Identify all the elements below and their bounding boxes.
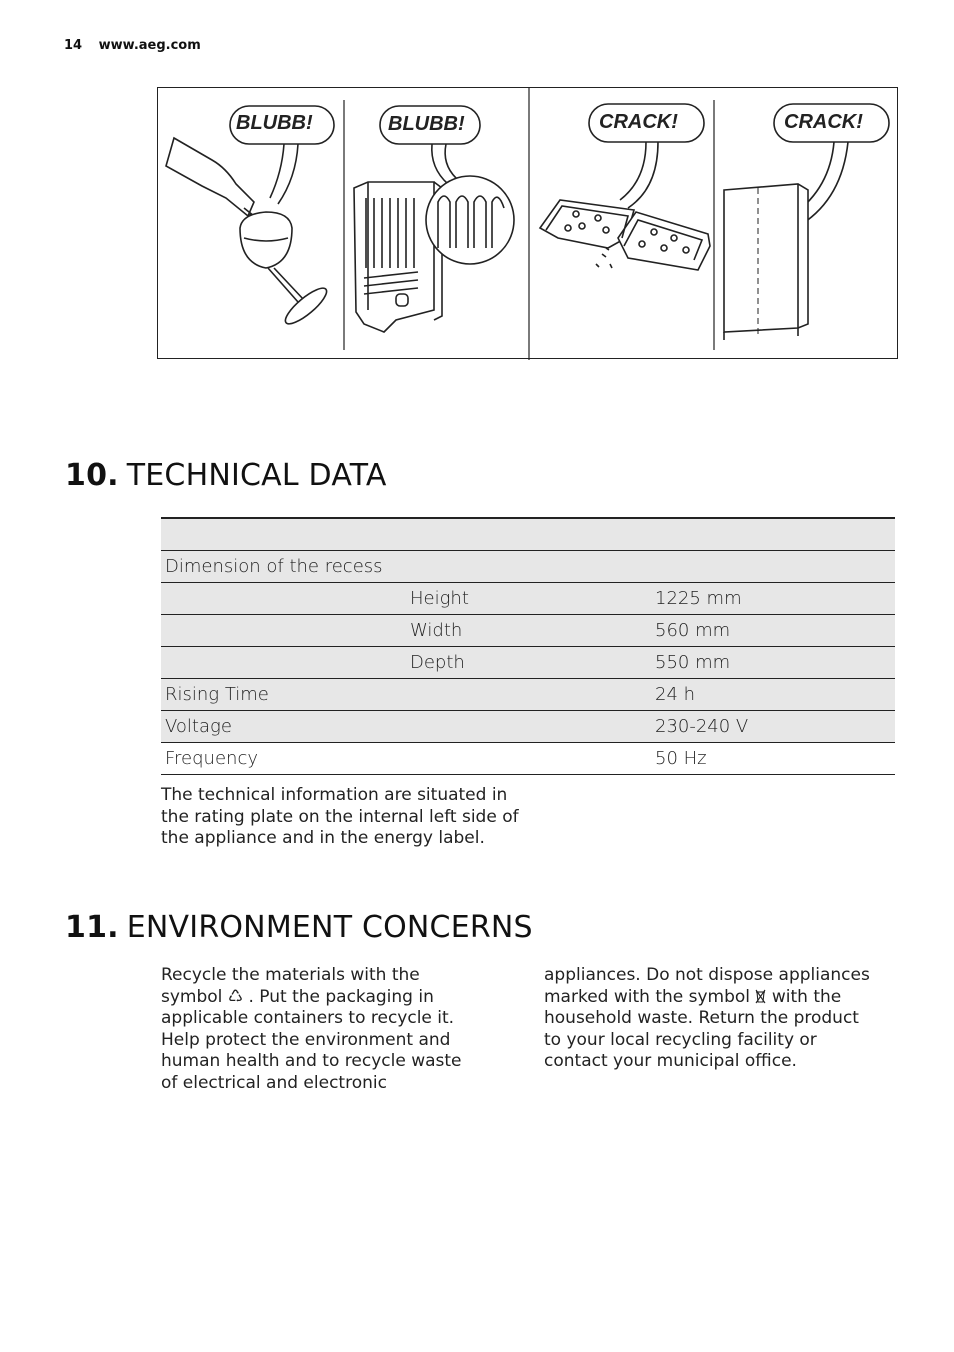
page-number: 14 bbox=[64, 38, 83, 53]
table-cell bbox=[406, 679, 651, 711]
noise-illustration bbox=[157, 87, 898, 359]
bubble-label-3: CRACK! bbox=[599, 111, 678, 133]
table-cell: Rising Time bbox=[161, 679, 406, 711]
table-cell bbox=[161, 583, 406, 615]
section-11-title: ENVIRONMENT CONCERNS bbox=[126, 910, 533, 945]
section-11-heading bbox=[65, 910, 533, 945]
bubble-label-2: BLUBB! bbox=[388, 113, 465, 135]
section-10-title: TECHNICAL DATA bbox=[126, 458, 387, 493]
table-cell bbox=[161, 518, 406, 551]
technical-note: The technical information are situated in the rating plate on the internal left side of the appliance and in the energy label. bbox=[161, 785, 519, 848]
table-row bbox=[161, 583, 895, 615]
bubble-label-4: CRACK! bbox=[784, 111, 863, 133]
table-cell bbox=[651, 518, 895, 551]
table-cell: 24 h bbox=[651, 679, 895, 711]
table-cell: 550 mm bbox=[651, 647, 895, 679]
table-cell bbox=[406, 518, 651, 551]
section-11-number: 11. bbox=[65, 910, 119, 945]
environment-text-col1 bbox=[161, 965, 481, 1094]
table-cell: 1225 mm bbox=[651, 583, 895, 615]
table-row bbox=[161, 679, 895, 711]
table-cell bbox=[406, 551, 651, 583]
table-row bbox=[161, 551, 895, 583]
section-10-number: 10. bbox=[65, 458, 119, 493]
table-cell bbox=[651, 551, 895, 583]
recycle-icon: ♺ bbox=[227, 986, 244, 1007]
table-cell: Frequency bbox=[161, 743, 406, 775]
env-text-2b: with the household waste. Return the product to your local recycling facility or contact your municipal office. bbox=[544, 986, 859, 1071]
table-cell bbox=[161, 615, 406, 647]
environment-text-col2 bbox=[544, 965, 874, 1073]
crossed-bin-icon bbox=[755, 987, 771, 1007]
site-url: www.aeg.com bbox=[98, 38, 201, 53]
table-cell: 230-240 V bbox=[651, 711, 895, 743]
table-cell: 50 Hz bbox=[651, 743, 895, 775]
env-text-2a: appliances. Do not dispose appliances marked with the symbol bbox=[544, 965, 870, 1007]
technical-data-table bbox=[161, 517, 895, 775]
table-cell bbox=[161, 647, 406, 679]
table-row bbox=[161, 743, 895, 775]
table-row bbox=[161, 615, 895, 647]
bubble-label-1: BLUBB! bbox=[236, 112, 313, 134]
table-cell bbox=[406, 711, 651, 743]
table-cell: Dimension of the recess bbox=[161, 551, 406, 583]
table-row bbox=[161, 711, 895, 743]
table-row bbox=[161, 518, 895, 551]
table-cell: 560 mm bbox=[651, 615, 895, 647]
env-text-1a: Recycle the materials with the symbol bbox=[161, 965, 420, 1007]
section-10-heading bbox=[65, 458, 387, 493]
table-cell: Depth bbox=[406, 647, 651, 679]
table-cell bbox=[406, 743, 651, 775]
env-text-1b: . Put the packaging in applicable containers to recycle it. Help protect the environment and human health and to recycle waste of electrical and electronic bbox=[161, 986, 462, 1093]
table-cell: Width bbox=[406, 615, 651, 647]
table-row bbox=[161, 647, 895, 679]
table-cell: Voltage bbox=[161, 711, 406, 743]
table-cell: Height bbox=[406, 583, 651, 615]
page-header bbox=[64, 38, 201, 53]
